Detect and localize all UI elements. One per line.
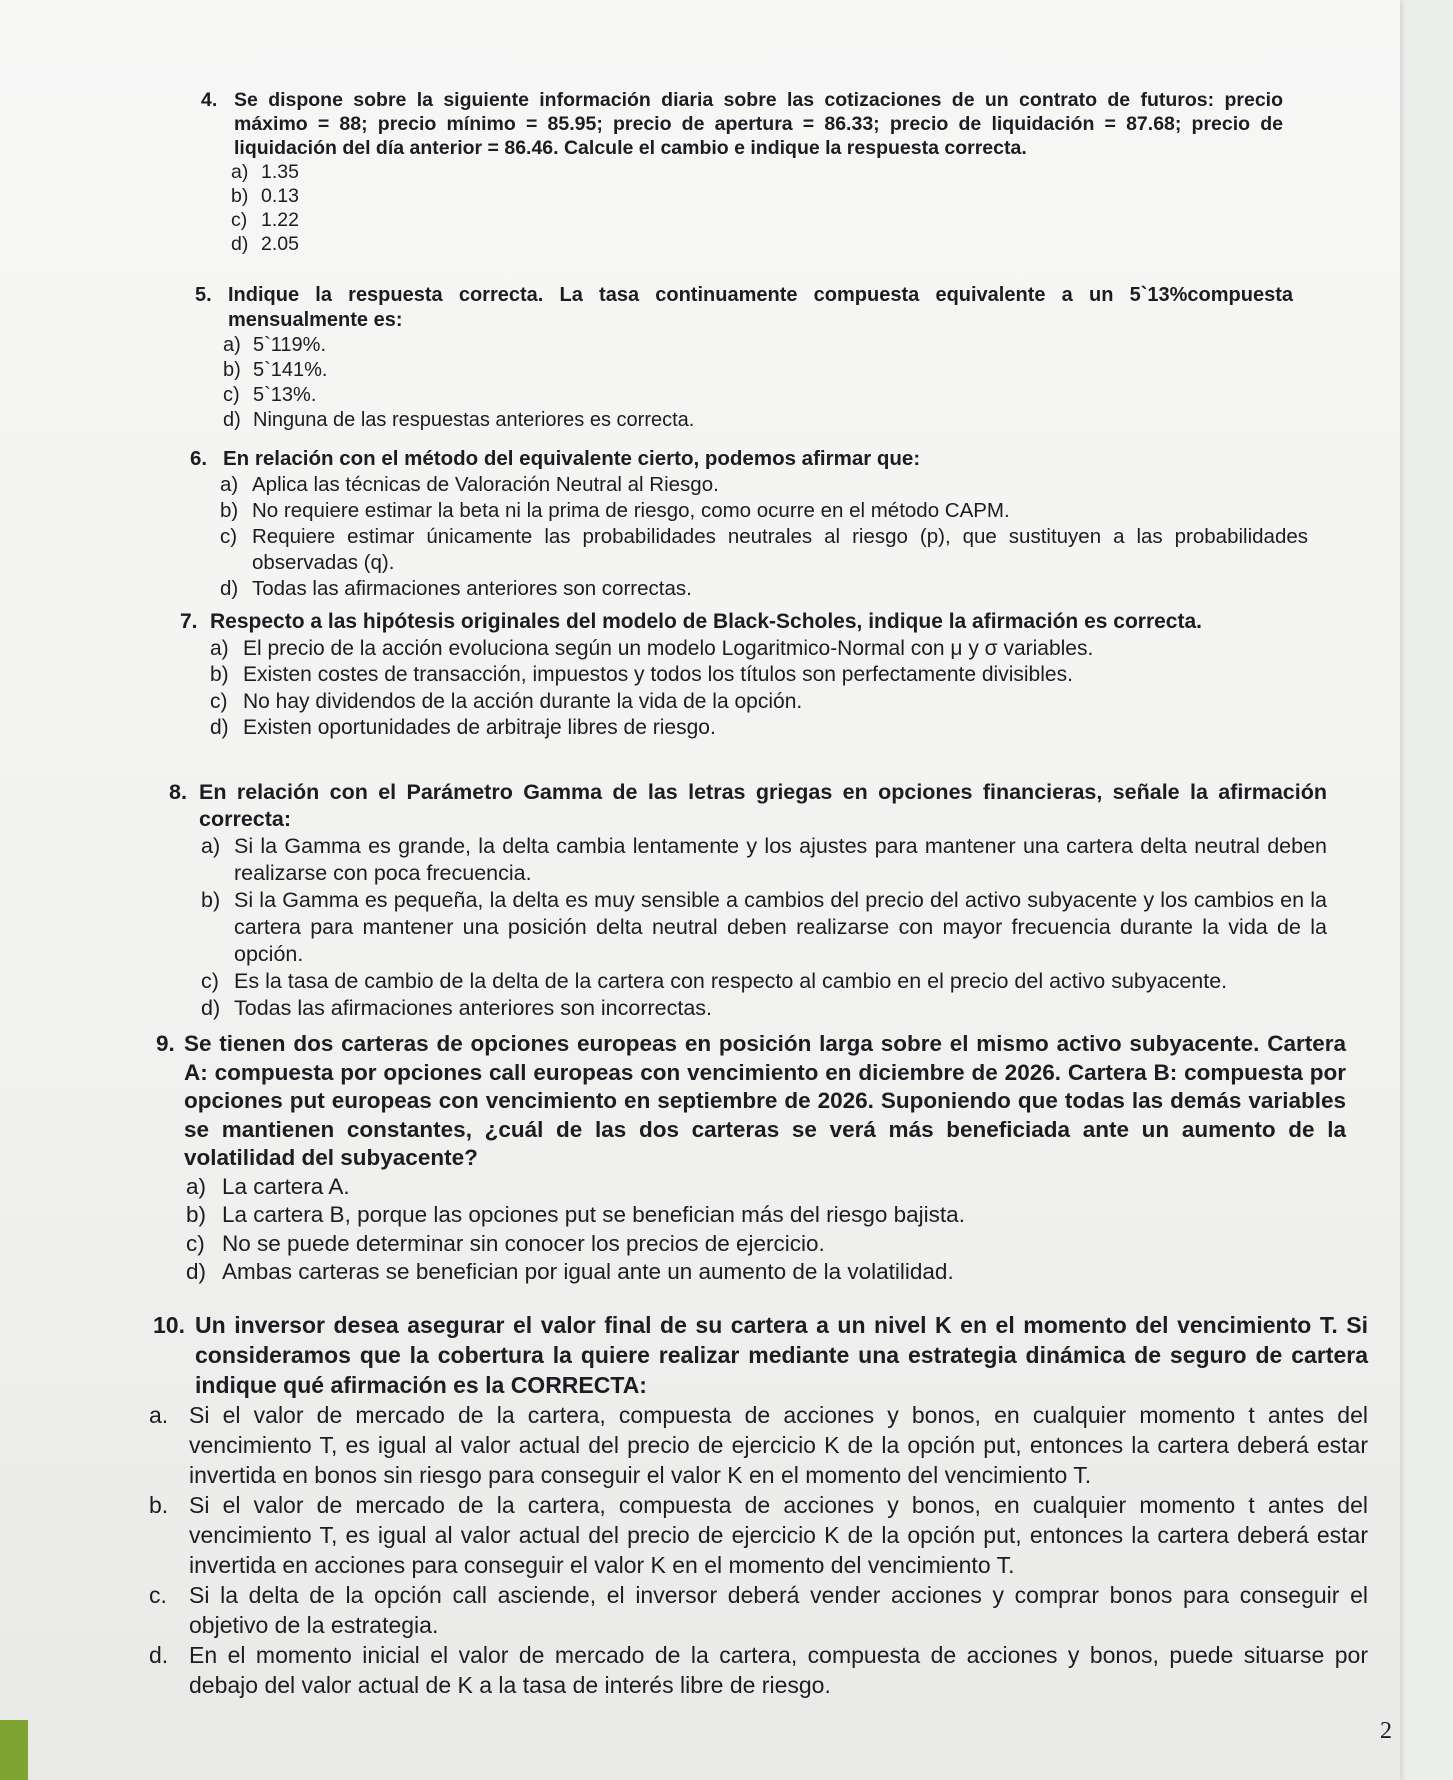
option-letter: a) xyxy=(231,161,249,183)
option-text: Existen costes de transacción, impuestos y todos los títulos son perfectamente divisibles. xyxy=(243,663,1073,686)
table-surface xyxy=(0,1720,28,1780)
answer-option xyxy=(186,1201,1346,1230)
answer-option xyxy=(149,1640,1368,1700)
question-number: 8. xyxy=(169,780,187,804)
option-text: 5`141%. xyxy=(253,359,328,381)
question-stem xyxy=(190,446,1308,472)
option-text: Todas las afirmaciones anteriores son correctas. xyxy=(252,577,692,600)
answer-option xyxy=(220,524,1308,576)
option-letter: c) xyxy=(186,1230,205,1256)
option-text: Si el valor de mercado de la cartera, compuesta de acciones y bonos, en cualquier momento t antes del vencimiento T, es igual al valor actual del precio de ejercicio K de la opción put, entonces la cartera deberá estar invertida en bonos sin riesgo para conseguir el valor K en el momento del vencimiento T. xyxy=(189,1402,1368,1488)
option-letter: c) xyxy=(223,384,240,406)
option-text: 5`119%. xyxy=(253,334,327,356)
answer-option xyxy=(210,636,1315,663)
option-letter: b) xyxy=(201,888,221,912)
answer-option xyxy=(223,383,1293,408)
option-text: En el momento inicial el valor de mercado de la cartera, compuesta de acciones y bonos, puede situarse por debajo del valor actual de K a la tasa de interés libre de riesgo. xyxy=(189,1642,1368,1698)
answer-option xyxy=(186,1258,1346,1287)
answer-option xyxy=(201,833,1327,887)
option-letter: b) xyxy=(186,1202,207,1227)
option-text: Ninguna de las respuestas anteriores es correcta. xyxy=(253,409,695,431)
option-text: Todas las afirmaciones anteriores son incorrectas. xyxy=(234,996,712,1020)
option-text: Requiere estimar únicamente las probabilidades neutrales al riesgo (p), que sustituyen a las probabilidades observadas (q). xyxy=(252,525,1308,574)
answer-option xyxy=(149,1490,1368,1580)
answer-option xyxy=(231,160,1283,184)
answer-option xyxy=(186,1173,1346,1202)
question-6 xyxy=(190,446,1308,602)
option-text: No requiere estimar la beta ni la prima de riesgo, como ocurre en el método CAPM. xyxy=(252,499,1010,522)
option-letter: b. xyxy=(149,1492,169,1518)
answer-option xyxy=(223,408,1293,433)
question-text: En relación con el Parámetro Gamma de las letras griegas en opciones financieras, señale la afirmación correcta: xyxy=(199,780,1327,831)
question-number: 7. xyxy=(180,610,198,633)
option-letter: d) xyxy=(186,1259,207,1284)
question-stem xyxy=(169,779,1327,833)
answer-option xyxy=(186,1230,1346,1259)
answer-option xyxy=(210,715,1315,742)
option-letter: d. xyxy=(149,1642,169,1668)
answer-option xyxy=(201,995,1327,1022)
option-letter: d) xyxy=(223,409,241,431)
option-text: Es la tasa de cambio de la delta de la cartera con respecto al cambio en el precio del activo subyacente. xyxy=(234,969,1228,993)
option-text: No se puede determinar sin conocer los precios de ejercicio. xyxy=(222,1230,825,1256)
option-text: Si la Gamma es grande, la delta cambia lentamente y los ajustes para mantener una cartera delta neutral deben realizarse con poca frecuencia. xyxy=(234,834,1327,885)
question-8 xyxy=(169,779,1327,1022)
question-number: 5. xyxy=(195,284,212,306)
answer-option xyxy=(231,184,1283,208)
question-stem xyxy=(180,609,1315,636)
option-letter: c) xyxy=(210,689,228,713)
question-number: 10. xyxy=(153,1312,185,1338)
question-stem xyxy=(195,283,1293,333)
answer-option xyxy=(149,1580,1368,1640)
answer-option xyxy=(231,232,1283,256)
option-text: 2.05 xyxy=(261,233,299,255)
option-text: La cartera A. xyxy=(222,1173,350,1199)
option-text: Si la Gamma es pequeña, la delta es muy sensible a cambios del precio del activo subyacente y los cambios en la cartera para mantener una posición delta neutral deben realizarse con mayor frecuencia durante la vida de la opción. xyxy=(234,888,1327,966)
option-letter: b) xyxy=(210,663,229,686)
question-number: 9. xyxy=(156,1031,175,1056)
option-letter: b) xyxy=(223,359,241,381)
answer-option xyxy=(201,968,1327,995)
answer-option xyxy=(231,208,1283,232)
option-letter: c. xyxy=(149,1582,167,1608)
answer-option xyxy=(220,576,1308,602)
option-text: 1.22 xyxy=(261,209,299,231)
option-letter: b) xyxy=(220,499,239,522)
option-text: Existen oportunidades de arbitraje libres de riesgo. xyxy=(243,716,716,739)
answer-option xyxy=(223,333,1293,358)
option-text: Si el valor de mercado de la cartera, compuesta de acciones y bonos, en cualquier momento t antes del vencimiento T, es igual al valor actual del precio de ejercicio K de la opción put, entonces la cartera deberá estar invertida en acciones para conseguir el valor K en el momento del vencimiento T. xyxy=(189,1492,1368,1578)
option-letter: d) xyxy=(231,233,249,255)
question-stem xyxy=(201,88,1283,160)
option-text: 0.13 xyxy=(261,185,299,207)
option-text: La cartera B, porque las opciones put se benefician más del riesgo bajista. xyxy=(222,1202,965,1227)
question-text: Respecto a las hipótesis originales del modelo de Black-Scholes, indique la afirmación es correcta. xyxy=(210,610,1202,633)
option-text: 5`13%. xyxy=(253,384,317,406)
option-letter: d) xyxy=(201,996,221,1020)
option-letter: d) xyxy=(220,577,239,600)
answer-option xyxy=(201,887,1327,968)
question-4 xyxy=(201,88,1283,256)
option-letter: a) xyxy=(186,1173,207,1199)
option-letter: a. xyxy=(149,1402,169,1428)
question-5 xyxy=(195,283,1293,433)
option-letter: a) xyxy=(201,834,221,858)
question-number: 4. xyxy=(201,89,218,111)
option-letter: c) xyxy=(231,209,248,231)
option-text: Si la delta de la opción call asciende, el inversor deberá vender acciones y comprar bonos para conseguir el objetivo de la estrategia. xyxy=(189,1582,1368,1638)
answer-option xyxy=(149,1400,1368,1490)
option-letter: c) xyxy=(201,969,219,993)
answer-option xyxy=(210,662,1315,689)
answer-option xyxy=(223,358,1293,383)
question-text: Indique la respuesta correcta. La tasa continuamente compuesta equivalente a un 5`13%compuesta mensualmente es: xyxy=(228,284,1293,331)
answer-option xyxy=(220,498,1308,524)
page-number: 2 xyxy=(1380,1718,1392,1744)
option-letter: a) xyxy=(220,473,239,496)
question-stem xyxy=(156,1030,1346,1173)
question-9 xyxy=(156,1030,1346,1287)
answer-option xyxy=(220,472,1308,498)
question-stem xyxy=(153,1310,1368,1400)
option-text: El precio de la acción evoluciona según un modelo Logaritmico-Normal con μ y σ variables. xyxy=(243,636,1094,660)
answer-option xyxy=(210,689,1315,716)
option-letter: a) xyxy=(210,636,229,660)
option-text: 1.35 xyxy=(261,161,299,183)
question-text: Se tienen dos carteras de opciones europeas en posición larga sobre el mismo activo subyacente. Cartera A: compuesta por opciones call europeas con vencimiento en diciembre de 2026. Cartera B: compuesta por opciones put europeas con vencimiento en septiembre de 2026. Suponiendo que todas las demás variables se mantienen constantes, ¿cuál de las dos carteras se verá más beneficiada ante un aumento de la volatilidad del subyacente? xyxy=(184,1031,1346,1170)
option-letter: b) xyxy=(231,185,249,207)
question-text: En relación con el método del equivalente cierto, podemos afirmar que: xyxy=(223,447,921,470)
option-letter: d) xyxy=(210,716,229,739)
option-text: Ambas carteras se benefician por igual ante un aumento de la volatilidad. xyxy=(222,1259,954,1284)
question-7 xyxy=(180,609,1315,742)
question-10 xyxy=(149,1310,1368,1700)
option-text: No hay dividendos de la acción durante la vida de la opción. xyxy=(243,689,803,713)
option-letter: a) xyxy=(223,334,241,356)
question-text: Un inversor desea asegurar el valor final de su cartera a un nivel K en el momento del vencimiento T. Si consideramos que la cobertura la quiere realizar mediante una estrategia dinámica de seguro de cartera indique qué afirmación es la CORRECTA: xyxy=(195,1312,1368,1398)
option-letter: c) xyxy=(220,525,238,548)
question-number: 6. xyxy=(190,447,208,470)
question-text: Se dispone sobre la siguiente información diaria sobre las cotizaciones de un contrato de futuros: precio máximo = 88; precio mínimo = 85.95; precio de apertura = 86.33; precio de liquidación = 87.68; precio de liquidación del día anterior = 86.46. Calcule el cambio e indique la respuesta correcta. xyxy=(234,89,1283,159)
option-text: Aplica las técnicas de Valoración Neutral al Riesgo. xyxy=(252,473,719,496)
